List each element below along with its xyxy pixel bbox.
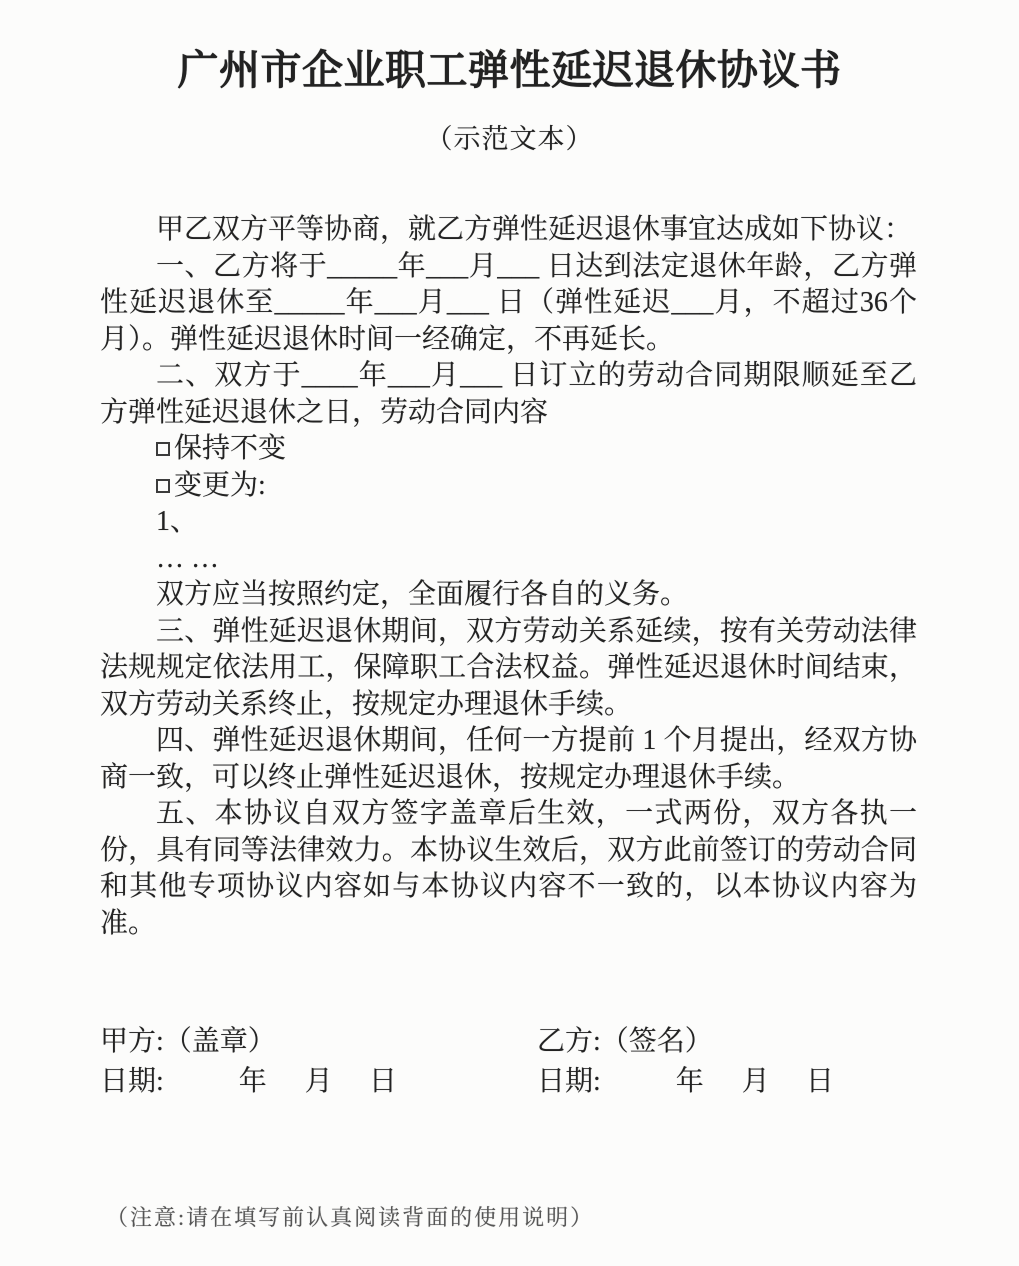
checkbox-icon — [156, 479, 170, 493]
document-body — [100, 212, 917, 942]
signature-block — [100, 1022, 917, 1102]
date-label: 日期: — [100, 1066, 164, 1097]
option-change-to — [100, 468, 917, 505]
paragraph-obligation: 双方应当按照约定，全面履行各自的义务。 — [156, 579, 689, 610]
party-b-label: 乙方:（签名） — [537, 1026, 713, 1057]
paragraph-clause-5: 五、本协议自双方签字盖章后生效，一式两份，双方各执一份，具有同等法律效力。本协议生效后，双方此前签订的劳动合同和其他专项协议内容如与本协议内容不一致的，以本协议内容为准。 — [100, 798, 917, 939]
paragraph-clause-3: 三、弹性延迟退休期间，双方劳动关系延续，按有关劳动法律法规规定依法用工，保障职工合法权益。弹性延迟退休时间结束，双方劳动关系终止，按规定办理退休手续。 — [100, 615, 917, 720]
date-label: 日期: — [537, 1066, 601, 1097]
signature-dates-row — [100, 1062, 917, 1102]
month-label: 月 — [304, 1066, 333, 1097]
paragraph-clause-1: 一、乙方将于_____年___月___ 日达到法定退休年龄，乙方弹性延迟退休至_____年___月___ 日（弹性延迟___月，不超过36个月）。弹性延迟退休时间一经确定，不再延长。 — [100, 250, 917, 355]
ellipsis-line: … … — [156, 542, 219, 574]
day-label: 日 — [805, 1066, 834, 1097]
year-label: 年 — [675, 1066, 704, 1097]
party-a-label: 甲方:（盖章） — [100, 1026, 276, 1057]
checkbox-icon — [156, 442, 170, 456]
party-b-date-line — [537, 1062, 917, 1102]
party-a-date-line — [100, 1062, 537, 1102]
year-label: 年 — [238, 1066, 267, 1097]
document-subtitle: （示范文本） — [425, 124, 594, 154]
footer-note: （注意:请在填写前认真阅读背面的使用说明） — [106, 1205, 595, 1230]
month-label: 月 — [741, 1066, 770, 1097]
paragraph-intro: 甲乙双方平等协商，就乙方弹性延迟退休事宜达成如下协议： — [156, 214, 913, 245]
option-change-label: 变更为: — [174, 469, 266, 501]
page-title: 广州市企业职工弹性延迟退休协议书 — [177, 47, 842, 93]
day-label: 日 — [368, 1066, 397, 1097]
paragraph-clause-4: 四、弹性延迟退休期间，任何一方提前 1 个月提出，经双方协商一致，可以终止弹性延迟退休，按规定办理退休手续。 — [100, 725, 917, 793]
option-keep-unchanged — [100, 431, 917, 468]
signature-labels-row — [100, 1022, 917, 1062]
option-keep-label: 保持不变 — [174, 433, 287, 464]
list-item-1: 1、 — [156, 506, 199, 537]
paragraph-clause-2: 二、双方于____年___月___ 日订立的劳动合同期限顺延至乙方弹性延迟退休之日，劳动合同内容 — [100, 360, 917, 428]
